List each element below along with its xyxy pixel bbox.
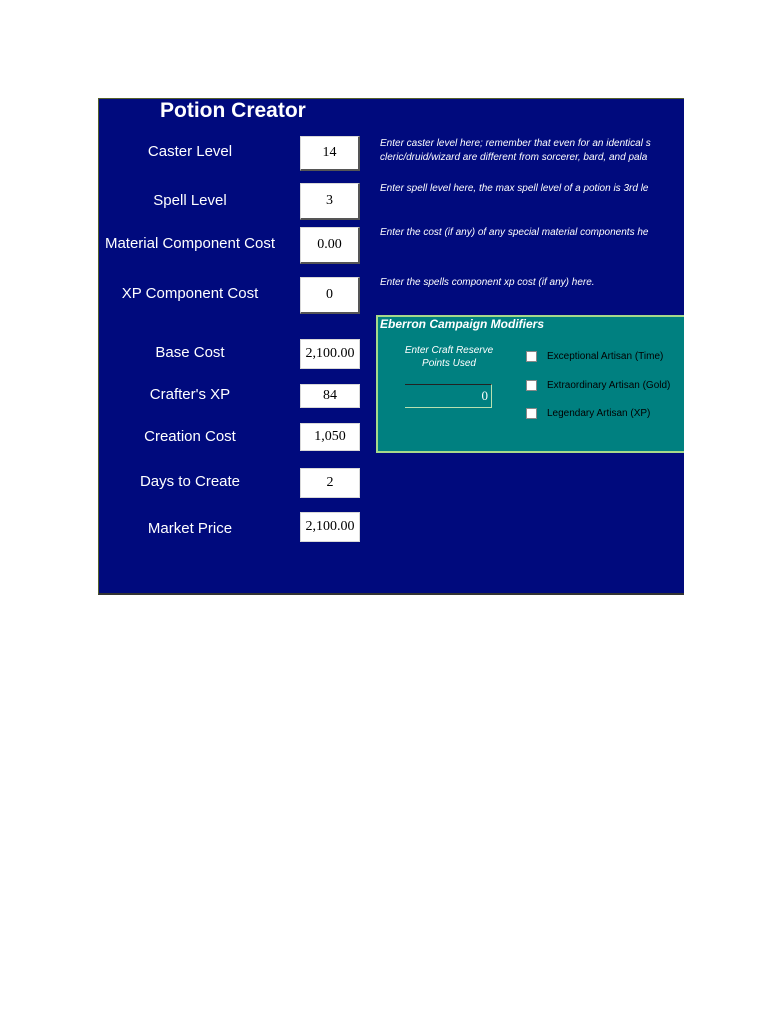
spell-level-hint: Enter spell level here, the max spell level of a potion is 3rd le	[380, 183, 649, 194]
xp-component-cost-label: XP Component Cost	[121, 285, 259, 302]
extraordinary-artisan-option[interactable]	[526, 378, 670, 392]
material-component-cost-input[interactable]: 0.00	[300, 227, 360, 264]
caster-level-hint-line2: cleric/druid/wizard are different from sorcerer, bard, and pala	[380, 152, 648, 163]
legendary-artisan-option[interactable]	[526, 406, 650, 420]
days-to-create-label: Days to Create	[139, 473, 241, 490]
extraordinary-artisan-checkbox[interactable]	[526, 380, 537, 391]
crafters-xp-label: Crafter's XP	[149, 386, 231, 403]
creation-cost-label: Creation Cost	[144, 428, 236, 445]
base-cost-label: Base Cost	[155, 344, 225, 361]
xp-cost-hint: Enter the spells component xp cost (if any) here.	[380, 277, 595, 288]
exceptional-artisan-option[interactable]	[526, 349, 663, 363]
eberron-panel-title: Eberron Campaign Modifiers	[380, 317, 545, 331]
material-component-cost-label: Material Component Cost	[104, 235, 276, 252]
market-price-value: 2,100.00	[300, 512, 360, 542]
base-cost-value: 2,100.00	[300, 339, 360, 369]
craft-reserve-label: Enter Craft Reserve Points Used	[404, 345, 494, 369]
exceptional-artisan-checkbox[interactable]	[526, 351, 537, 362]
eberron-modifiers-panel	[376, 315, 684, 453]
extraordinary-artisan-label: Extraordinary Artisan (Gold)	[547, 379, 671, 391]
spell-level-label: Spell Level	[153, 192, 227, 209]
days-to-create-value: 2	[300, 468, 360, 498]
market-price-label: Market Price	[147, 520, 233, 537]
caster-level-label: Caster Level	[147, 143, 233, 160]
caster-level-input[interactable]: 14	[300, 136, 360, 171]
legendary-artisan-checkbox[interactable]	[526, 408, 537, 419]
material-cost-hint: Enter the cost (if any) of any special material components he	[380, 227, 649, 238]
creation-cost-value: 1,050	[300, 423, 360, 451]
xp-component-cost-input[interactable]: 0	[300, 277, 360, 314]
page-title: Potion Creator	[160, 99, 306, 122]
legendary-artisan-label: Legendary Artisan (XP)	[547, 407, 651, 419]
potion-creator-sheet	[98, 98, 684, 595]
craft-reserve-input[interactable]: 0	[405, 384, 492, 408]
crafters-xp-value: 84	[300, 384, 360, 408]
spell-level-input[interactable]: 3	[300, 183, 360, 220]
exceptional-artisan-label: Exceptional Artisan (Time)	[547, 350, 664, 362]
caster-level-hint-line1: Enter caster level here; remember that even for an identical s	[380, 138, 651, 149]
